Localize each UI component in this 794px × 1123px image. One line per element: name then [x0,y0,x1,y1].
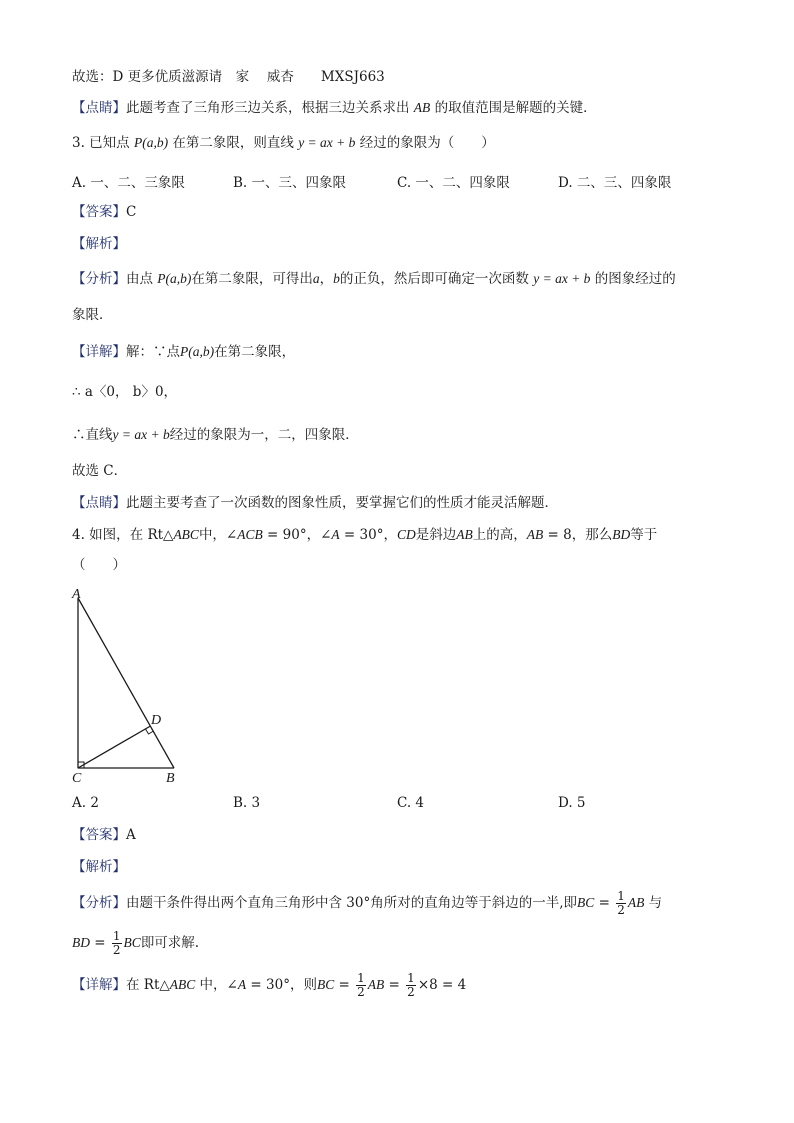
q4-pre: 4. 如图，在 Rt△ [72,527,174,543]
analysis-tag: 【解析】 [72,236,126,252]
fenxi-b: b [333,271,340,286]
xiangjie-6: ×8 = 4 [417,977,467,993]
q3-option-d: D. 二、三、四象限 [558,175,672,191]
q4-acb: ACB [237,527,263,542]
label-b: B [166,771,175,786]
q3-choose: 故选 C． [72,463,128,479]
xiangjie-5: = [384,977,405,993]
q3-stem-post: 经过的象限为（ ） [359,135,495,151]
q4-s6: = 8，那么 [543,527,613,543]
comment-post: 的取值范围是解题的关键． [434,100,597,116]
fenxi-tag: 【分析】 [72,271,126,287]
q4-analysis-heading [72,858,126,876]
fenxi-yu: 与 [644,895,663,911]
fenxi-bc2: BC [123,935,141,950]
q4-ab2: AB [526,527,544,542]
xiangjie-post: 在第二象限， [214,344,296,360]
q4-bd: BD [612,527,631,542]
q4-option-a: A. 2 [72,795,99,811]
fenxi-ab: AB [627,895,645,910]
analysis-tag: 【解析】 [72,859,126,875]
q4-option-b: B. 3 [233,795,261,811]
q4-option-c: C. 4 [397,795,425,811]
fenxi-eq2: = [90,935,110,951]
comment-text: 此题主要考查了一次函数的图象性质，要掌握它们的性质才能灵活解题． [126,495,558,511]
q4-s1: 中，∠ [198,527,238,543]
xiangjie-a: A [237,977,247,992]
altitude-cd [78,726,151,768]
frac-den: 2 [357,985,365,999]
q4-cd: CD [396,527,416,542]
top-line: 故选：D 更多优质滋源请 家 威杏 MXSJ663 [72,69,385,85]
fraction-half [356,972,366,999]
q4-ab: AB [456,527,473,542]
q4-stem-line2: （ ） [72,557,126,573]
fenxi-bd: BD [72,935,90,950]
fenxi-eq: = [594,895,615,911]
fraction-half [112,930,122,957]
fenxi-text: 由题干条件得出两个直角三角形中含 30°角所对的直角边等于斜边的一半,即 [126,895,578,911]
xiangjie-pre: 解：∵点 [126,344,180,360]
xiangjie-3: = 30°，则 [246,977,317,993]
q4-s5: 上的高， [472,527,527,543]
fenxi-comma: ， [319,271,334,287]
fenxi-mid1: 在第二象限，可得出 [191,271,313,287]
fraction-half [616,890,626,917]
q2-comment [72,99,597,117]
q4-a: A [331,527,340,542]
q3-option-b: B. 一、三、四象限 [233,175,347,191]
q3-option-a: A. 一、二、三象限 [72,175,185,191]
comment-tag: 【点睛】 [72,100,126,116]
q3-stem [72,134,495,152]
fenxi-bc: BC [577,895,595,910]
label-c: C [72,771,82,786]
q4-s2: = 90°，∠ [262,527,332,543]
xiangjie-abc: ABC [169,977,196,992]
q3-stem-pre: 3. 已知点 [72,135,130,151]
xiangjie-point: P(a,b) [180,344,215,359]
fenxi-tag: 【分析】 [72,895,126,911]
comment-math: AB [413,100,431,115]
q3-option-c: C. 一、二、四象限 [397,175,510,191]
triangle-figure [66,586,206,786]
q4-s4: 是斜边 [415,527,457,543]
frac-den: 2 [112,943,121,957]
q4-s7: 等于 [630,527,658,543]
q3-fenxi [72,270,676,288]
side-ab [78,598,174,768]
xiangjie-tag: 【详解】 [72,977,126,993]
q4-s3: = 30°， [339,527,397,543]
q3-line-eq: y = ax + b [298,135,356,150]
xiangjie-2: 中，∠ [195,977,238,993]
fenxi-end: 即可求解. [140,935,200,951]
q3-step2 [72,426,359,444]
q4-option-d: D. 5 [558,795,586,811]
answer-value: A [126,827,136,843]
fenxi-point: P(a,b) [157,271,192,286]
step2-eq: y = ax + b [112,427,170,442]
fenxi-post: 的图象经过的 [594,271,676,287]
q3-analysis-heading [72,235,126,253]
frac-num: 1 [357,971,365,985]
xiangjie-1: 在 Rt△ [126,977,170,993]
fenxi-line-eq: y = ax + b [533,271,591,286]
frac-den: 2 [407,985,415,999]
q4-fenxi [72,886,662,920]
q3-xiangjie [72,343,295,361]
q3-answer [72,203,136,221]
q4-answer [72,826,136,844]
q4-stem [72,526,657,544]
answer-value: C [126,204,137,220]
xiangjie-ab: AB [367,977,385,992]
xiangjie-tag: 【详解】 [72,344,126,360]
q4-fenxi-line2 [72,926,199,960]
answer-tag: 【答案】 [72,204,126,220]
frac-den: 2 [617,903,625,917]
label-d: D [151,713,162,728]
fenxi-pre: 由点 [126,271,153,287]
q3-fenxi-line2: 象限． [72,307,113,323]
xiangjie-4: = [334,977,355,993]
q3-stem-mid: 在第二象限，则直线 [172,135,294,151]
q3-comment [72,494,558,512]
q3-step1: ∴ a〈0， b〉0， [72,384,178,400]
comment-tag: 【点睛】 [72,495,126,511]
comment-pre: 此题考查了三角形三边关系，根据三边关系求出 [126,100,410,116]
frac-num: 1 [112,929,121,943]
fraction-half [406,972,416,999]
frac-num: 1 [407,971,415,985]
xiangjie-bc: BC [316,977,335,992]
answer-tag: 【答案】 [72,827,126,843]
fenxi-a: a [312,271,320,286]
q3-point: P(a,b) [133,135,169,150]
fenxi-mid2: 的正负，然后即可确定一次函数 [339,271,529,287]
frac-num: 1 [617,889,625,903]
q4-abc: ABC [173,527,199,542]
q4-xiangjie [72,968,466,1002]
step2-pre: ∴直线 [72,427,113,443]
label-a: A [72,587,81,602]
step2-post: 经过的象限为一，二，四象限． [169,427,359,443]
